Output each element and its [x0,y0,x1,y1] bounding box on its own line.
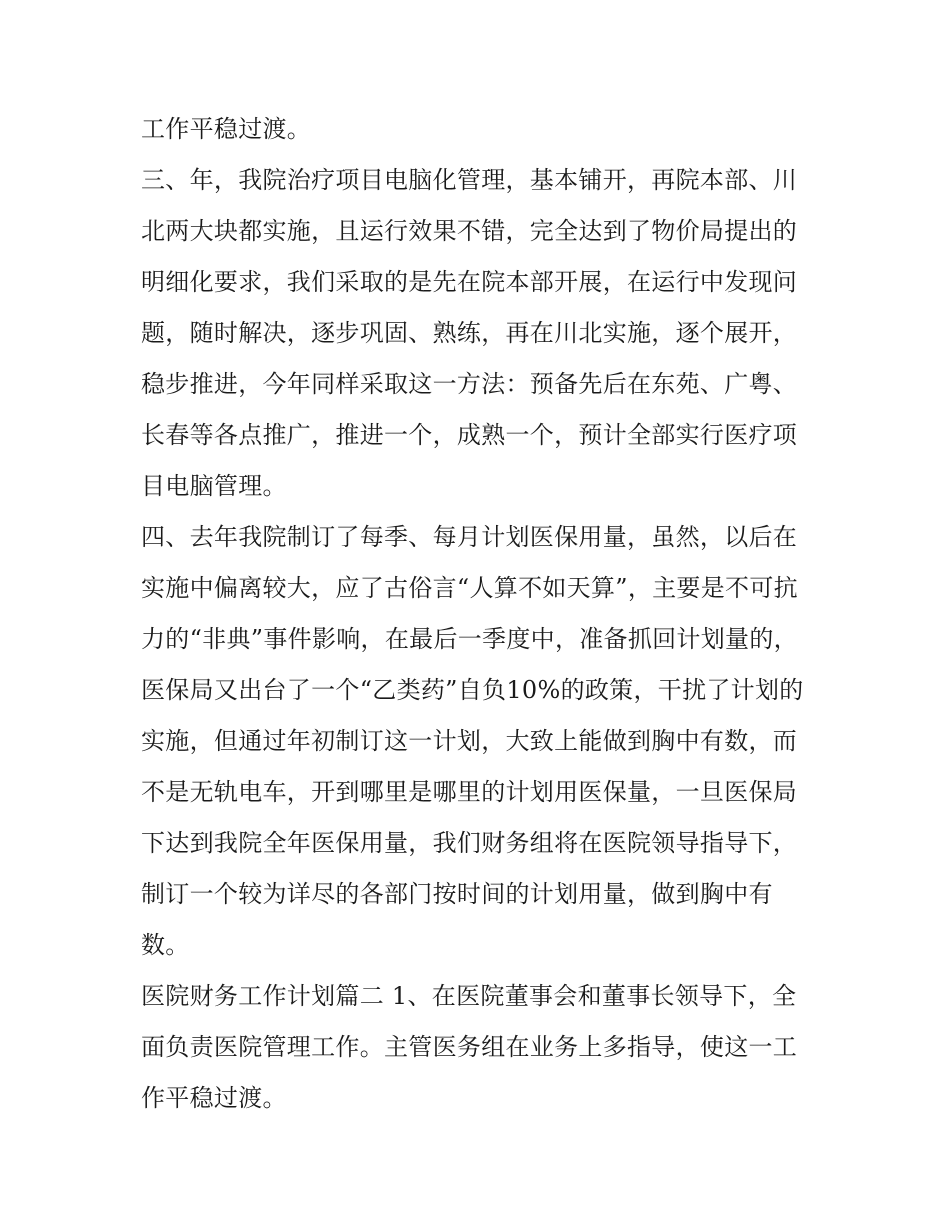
text-line: 明细化要求，我们采取的是先在院本部开展，在运行中发现问 [141,268,798,296]
text-line: 制订一个较为详尽的各部门按时间的计划用量，做到胸中有 [141,880,773,908]
text-line: 三、年，我院治疗项目电脑化管理，基本铺开，再院本部、川 [141,166,798,194]
text-line: 医院财务工作计划篇二 1、在医院董事会和董事长领导下，全 [141,982,797,1010]
text-line: 四、去年我院制订了每季、每月计划医保用量，虽然，以后在 [141,523,798,551]
text-line: 下达到我院全年医保用量，我们财务组将在医院领导指导下， [141,829,798,857]
text-line: 实施，但通过年初制订这一计划，大致上能做到胸中有数，而 [141,727,798,755]
text-line: 数。 [141,931,190,959]
text-line: 医保局又出台了一个“乙类药”自负10%的政策，干扰了计划的 [141,676,804,704]
text-line: 作平稳过渡。 [141,1084,287,1112]
text-line: 不是无轨电车，开到哪里是哪里的计划用医保量，一旦医保局 [141,778,798,806]
text-line: 目电脑管理。 [141,472,287,500]
text-line: 长春等各点推广，推进一个，成熟一个，预计全部实行医疗项 [141,421,798,449]
text-line: 稳步推进，今年同样采取这一方法：预备先后在东苑、广粤、 [141,370,798,398]
text-line: 题，随时解决，逐步巩固、熟练，再在川北实施，逐个展开， [141,319,798,347]
text-line: 力的“非典”事件影响，在最后一季度中，准备抓回计划量的， [141,625,798,653]
text-line: 工作平稳过渡。 [141,115,312,143]
text-line: 面负责医院管理工作。主管医务组在业务上多指导，使这一工 [141,1033,798,1061]
text-line: 北两大块都实施，且运行效果不错，完全达到了物价局提出的 [141,217,798,245]
text-line: 实施中偏离较大，应了古俗言“人算不如天算”，主要是不可抗 [141,574,798,602]
